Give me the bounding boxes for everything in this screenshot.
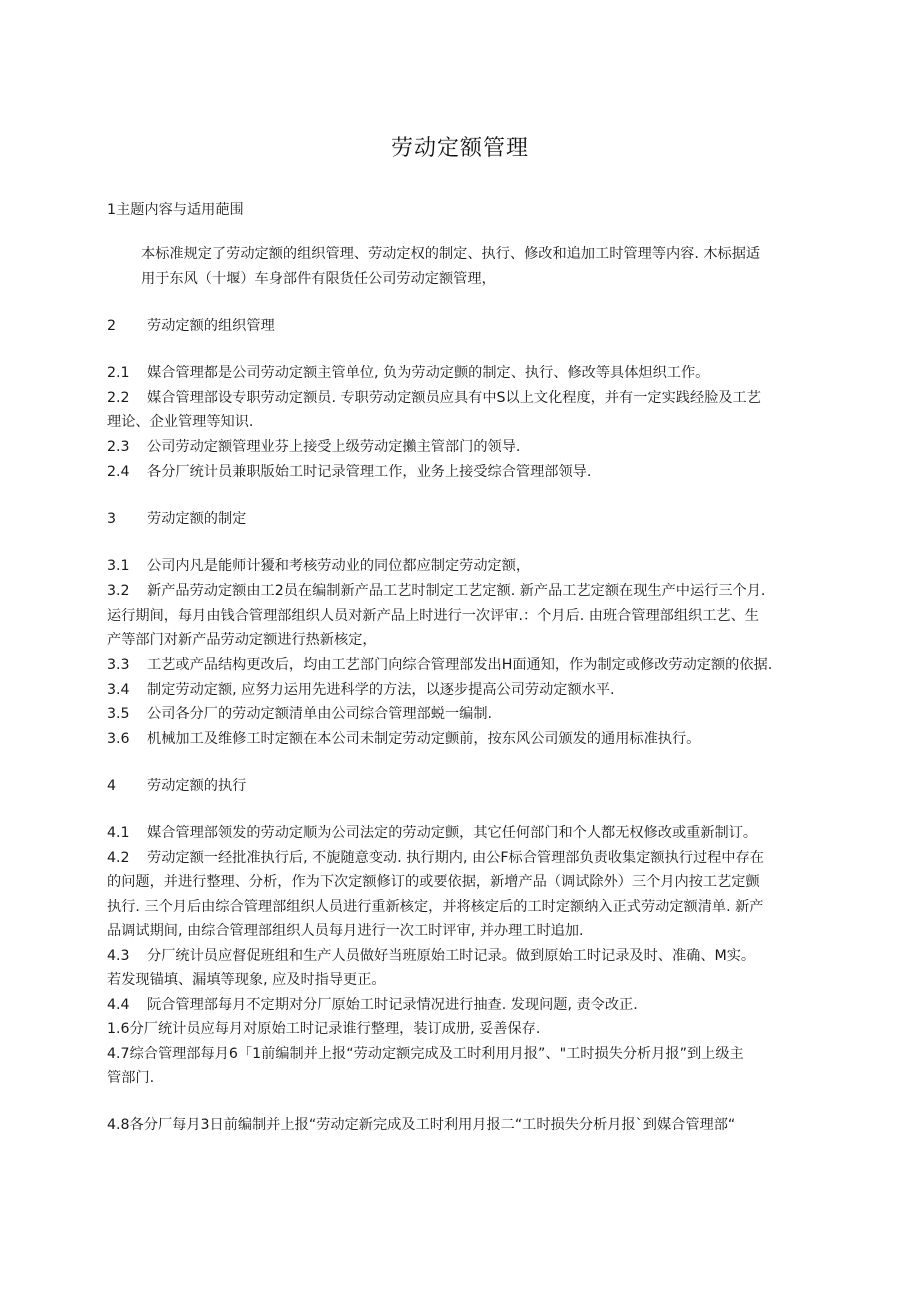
clause-text: 理论、企业管理等知识. xyxy=(107,414,254,430)
clause-text: 公司劳动定额管理业芬上接受上级劳动定攋主管部门的领导. xyxy=(147,439,521,455)
clause-number: 3.1 xyxy=(107,558,130,574)
clause-number: 4.3 xyxy=(107,948,130,964)
clause-continuation xyxy=(107,630,817,650)
clause-line xyxy=(107,1019,817,1039)
clause-text: 机械加工及维修工时定额在本公司未制定劳动定颤前，按东风公司颁发的通用标准执行。 xyxy=(147,731,701,747)
clause-text: 品调试期间, 由综合管理部组织人员每月进行一次工时评审, 并办理工时追加. xyxy=(107,923,584,939)
clause-text: 媒合管理部领发的劳动定顺为公司法定的劳动定颤，其它任何部门和个人都无权修改或重新制订。 xyxy=(147,825,758,841)
clause-text: 4.8各分厂每月3日前编制并上报“劳动定新完成及工时利用月报二“工时损失分析月报`到媒合管理部“ xyxy=(107,1117,736,1133)
clause-number: 2.2 xyxy=(107,390,130,406)
clause-text: 公司各分厂的劳动定额清单由公司综合管理部蜕一编制. xyxy=(147,706,493,722)
section-2-heading xyxy=(107,316,817,336)
clause-line xyxy=(107,556,817,576)
clause-continuation xyxy=(107,921,817,941)
clause-text: 产等部门对新产品劳动定额进行热新核定， xyxy=(107,632,377,648)
clause-number: 2.4 xyxy=(107,464,130,480)
clause-number: 3.4 xyxy=(107,682,130,698)
clause-number: 3.2 xyxy=(107,583,130,599)
clause-continuation xyxy=(107,872,817,892)
clause-number: 3.3 xyxy=(107,657,130,673)
clause-number: 3.6 xyxy=(107,731,130,747)
section-title: 劳动定额的组织管理 xyxy=(147,318,275,334)
clause-text: 4.7综合管理部每月6「1前编制并上报“劳动定额完成及工时利用月报”、"工时损失分析月报”到上级主 xyxy=(107,1046,744,1062)
clause-text: 媒合管理都是公司劳动定额主管单位, 负为劳动定颤的制定、执行、修改等具体炟织工作。 xyxy=(147,365,710,381)
clause-text: 媒合管理部设专职劳动定额员. 专职劳动定额员应具有中S以上文化程度，并有一定实践经脸及工艺 xyxy=(147,390,761,406)
clause-text: 执行. 三个月后由综合管理部组织人员进行重新核定，并将核定后的工时定额纳入正式劳动定额清单. 新产 xyxy=(107,899,764,915)
clause-number: 4.1 xyxy=(107,825,130,841)
clause-number: 2.1 xyxy=(107,365,130,381)
clause-number: 2.3 xyxy=(107,439,130,455)
clause-continuation xyxy=(107,412,817,432)
clause-text: 制定劳动定额, 应努力运用先进科学的方法，以逐步提高公司劳动定额水平. xyxy=(147,682,615,698)
clause-line xyxy=(107,680,817,700)
clause-text: 若发现锚填、漏填等现象, 应及时指导更正。 xyxy=(107,972,386,988)
clause-text: 运行期间，每月由钱合管理部组织人员对新产品上时进行一次评审.：个月后. 由班合管理部组织工艺、生 xyxy=(107,608,759,624)
clause-text: 各分厂统计员兼职版始工时记录管理工作，业务上接受综合管理部领导. xyxy=(147,464,592,480)
section-number: 2 xyxy=(107,318,117,334)
section-4-heading xyxy=(107,776,817,796)
clause-line xyxy=(107,1115,817,1135)
clause-line xyxy=(107,704,817,724)
clause-text: 的问题，并进行整理、分析，作为下次定额修订的或要依据，新增产品（调试除外）三个月内按工艺定颤 xyxy=(107,874,760,890)
clause-line xyxy=(107,729,817,749)
section-1-heading: 1主题内容与适用葩围 xyxy=(107,202,244,218)
clause-line xyxy=(107,823,817,843)
clause-text: 1.6分厂统计员应每月对原始工时记录谁行整理，装订成册, 妥善保存. xyxy=(107,1021,541,1037)
section-title: 劳动定额的制定 xyxy=(147,511,247,527)
paragraph-line: 用于东风（十堰）车身部件有限货任公司劳动定额管理， xyxy=(141,271,496,287)
clause-text: 公司内凡是能师计獶和考核劳动业的同位都应制定劳动定额， xyxy=(147,558,531,574)
clause-line xyxy=(107,848,817,868)
clause-line xyxy=(107,946,817,966)
clause-line xyxy=(107,995,817,1015)
clause-line xyxy=(107,388,817,408)
clause-text: 劳动定额一经批准执行后, 不旎随意变动. 执行期内, 由公F标合管理部负责收集定额执行过程中存在 xyxy=(147,850,764,866)
section-3-heading xyxy=(107,509,817,529)
clause-line xyxy=(107,1044,817,1064)
document-title: 劳动定额管理 xyxy=(390,136,529,161)
clause-continuation xyxy=(107,606,817,626)
clause-text: 阮合管理部每月不定期对分厂原始工时记录情况进行抽查. 发现问题, 责令改正. xyxy=(147,997,638,1013)
clause-line xyxy=(107,655,817,675)
paragraph-line: 本标准规定了劳动定额的组织管理、劳动定权的制定、执行、修改和追加工时管理等内容. 木标据适 xyxy=(141,246,761,262)
section-number: 3 xyxy=(107,511,117,527)
clause-text: 管部门. xyxy=(107,1070,155,1086)
clause-text: 工艺或产品结构更改后，均由工艺部门向综合管理部发出H面通知，作为制定或修改劳动定额的依据. xyxy=(147,657,773,673)
clause-line xyxy=(107,437,817,457)
section-title: 劳动定额的执行 xyxy=(147,778,247,794)
clause-continuation xyxy=(107,970,817,990)
clause-line xyxy=(107,363,817,383)
section-number: 4 xyxy=(107,778,117,794)
clause-number: 3.5 xyxy=(107,706,130,722)
clause-line xyxy=(107,581,817,601)
clause-line xyxy=(107,462,817,482)
clause-text: 分厂统计员应督促班组和生产人员做好当班原始工时记录。做到原始工时记录及时、准确、M实。 xyxy=(147,948,756,964)
clause-continuation xyxy=(107,897,817,917)
clause-continuation xyxy=(107,1068,817,1088)
clause-text: 新产品劳动定额由工2员在编制新产品工艺时制定工艺定额. 新产品工艺定额在现生产中运行三个月. xyxy=(147,583,766,599)
clause-number: 4.4 xyxy=(107,997,130,1013)
clause-number: 4.2 xyxy=(107,850,130,866)
